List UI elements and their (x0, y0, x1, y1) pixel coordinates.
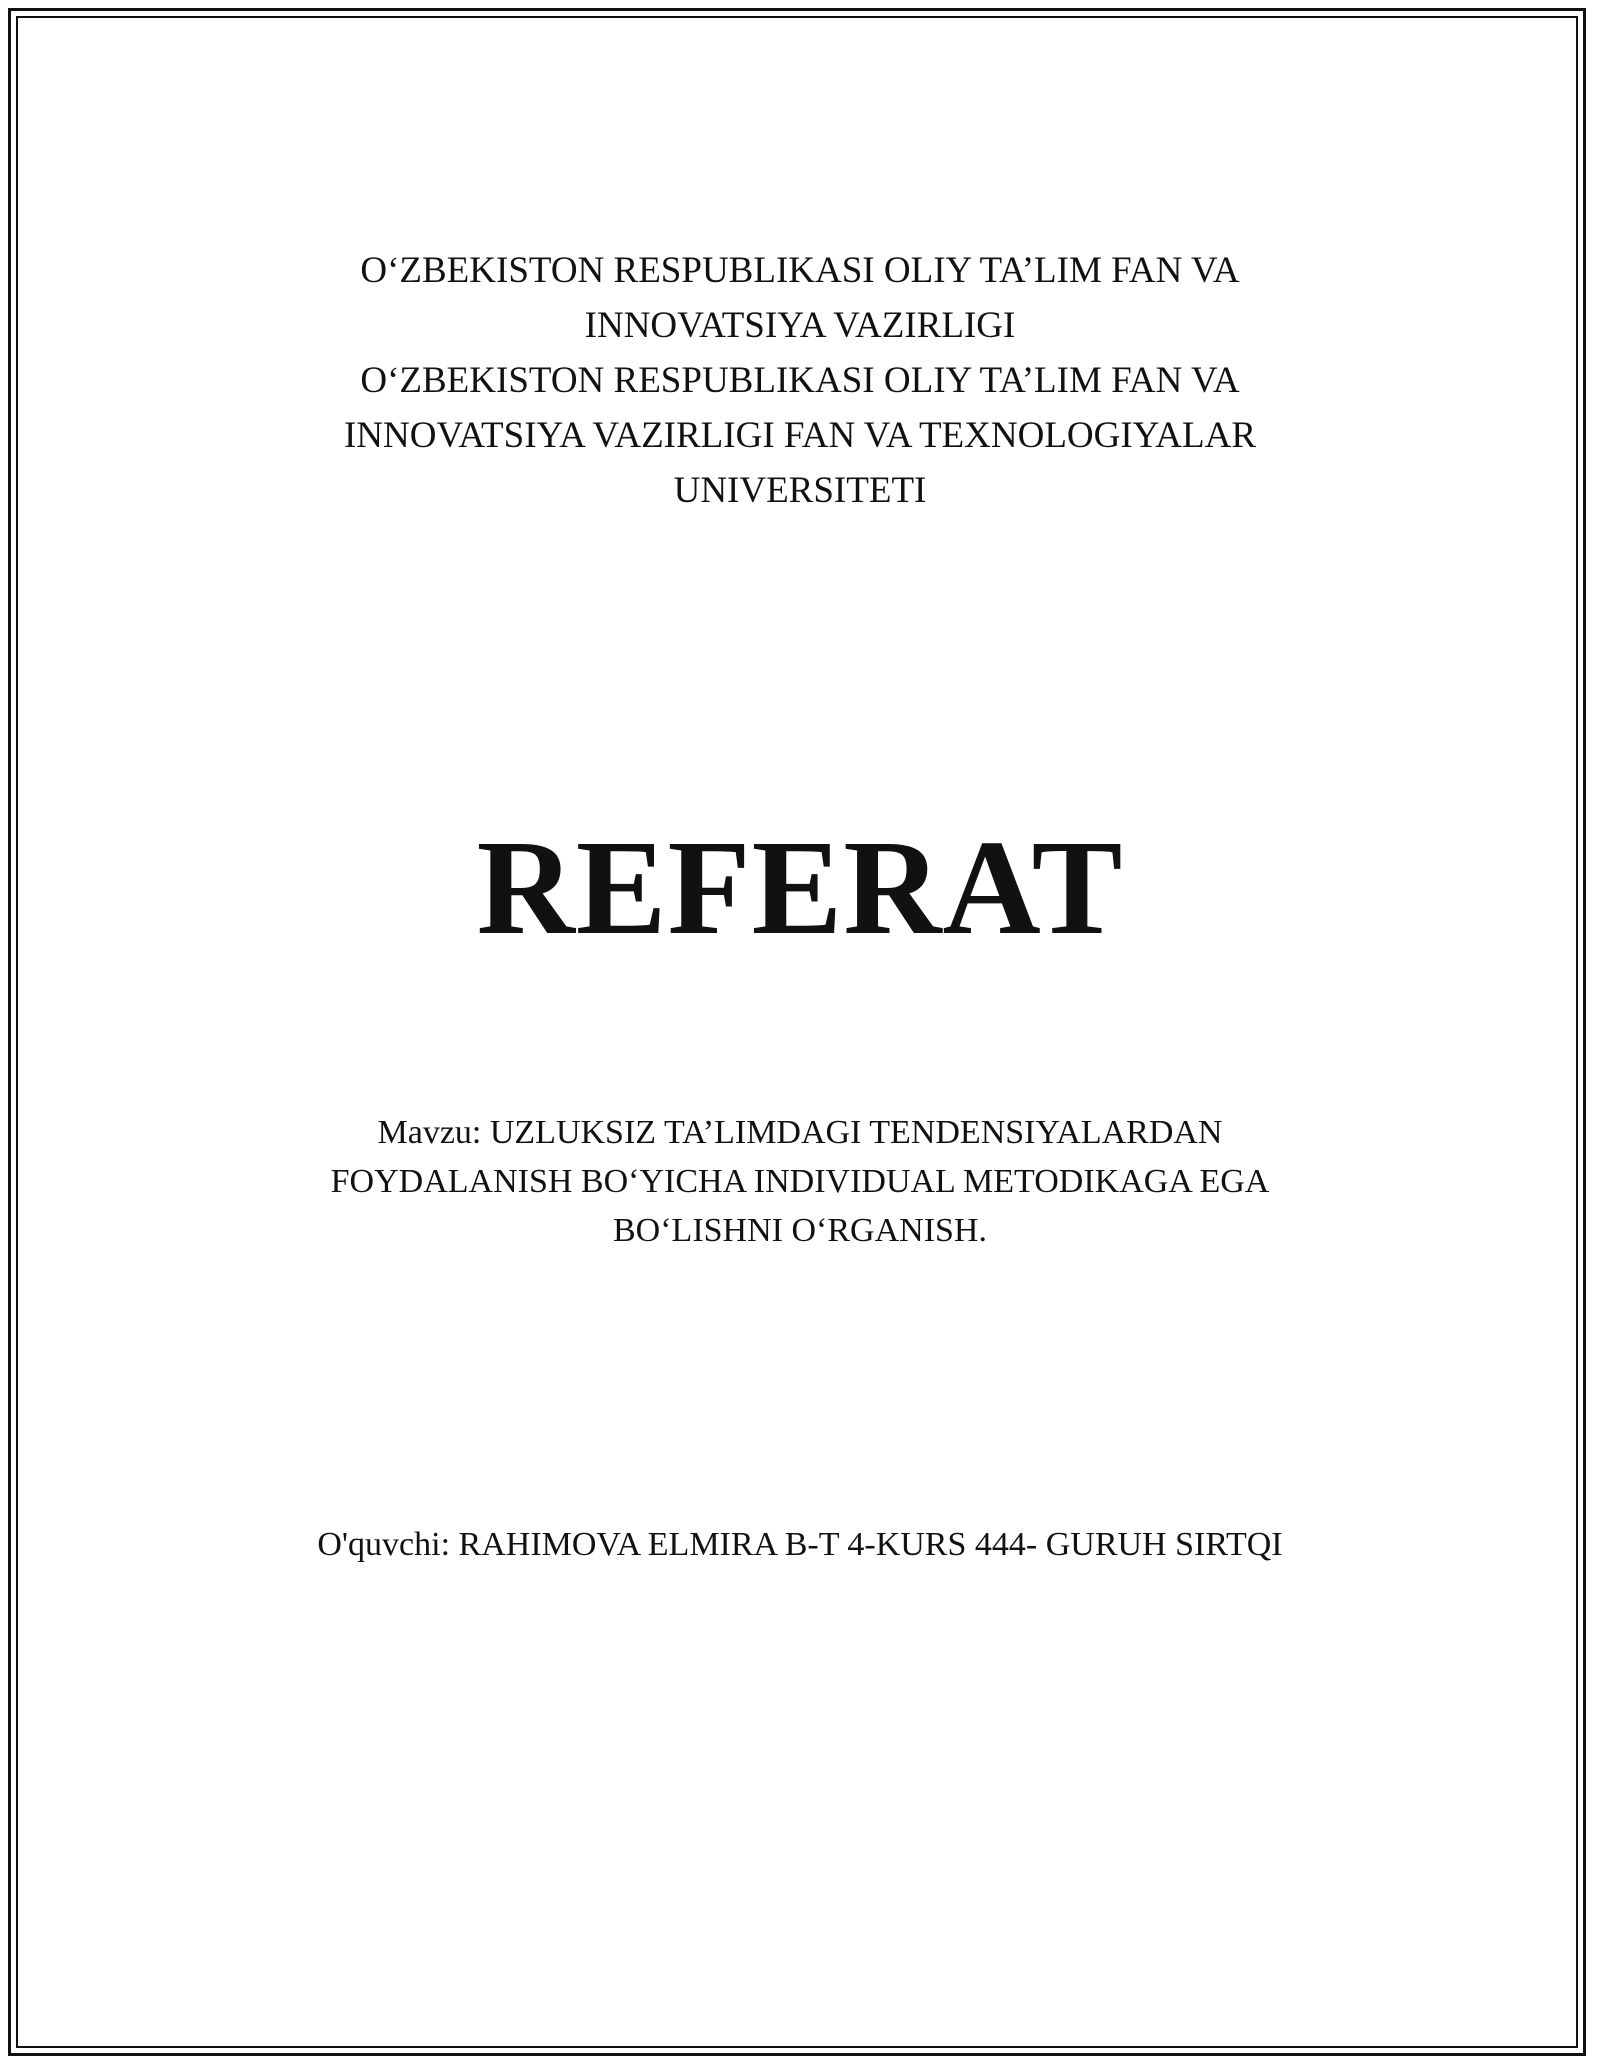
header-line: O‘ZBEKISTON RESPUBLIKASI OLIY TA’LIM FAN VA (360, 360, 1240, 401)
topic-block (0, 1108, 1600, 1255)
header-line: INNOVATSIYA VAZIRLIGI (584, 305, 1016, 346)
topic-line: BO‘LISHNI O‘RGANISH. (613, 1212, 987, 1249)
header-line: UNIVERSITETI (673, 470, 927, 511)
topic-line: FOYDALANISH BO‘YICHA INDIVIDUAL METODIKAGA EGA (330, 1163, 1270, 1200)
document-title: REFERAT (476, 813, 1124, 963)
topic-line: Mavzu: UZLUKSIZ TA’LIMDAGI TENDENSIYALARDAN (377, 1114, 1223, 1151)
header-line: INNOVATSIYA VAZIRLIGI FAN VA TEXNOLOGIYALAR (343, 415, 1257, 456)
student-info: O'quvchi: RAHIMOVA ELMIRA B-T 4-KURS 444- GURUH SIRTQI (317, 1526, 1283, 1563)
institution-header (0, 243, 1600, 518)
header-line: O‘ZBEKISTON RESPUBLIKASI OLIY TA’LIM FAN VA (360, 250, 1240, 291)
